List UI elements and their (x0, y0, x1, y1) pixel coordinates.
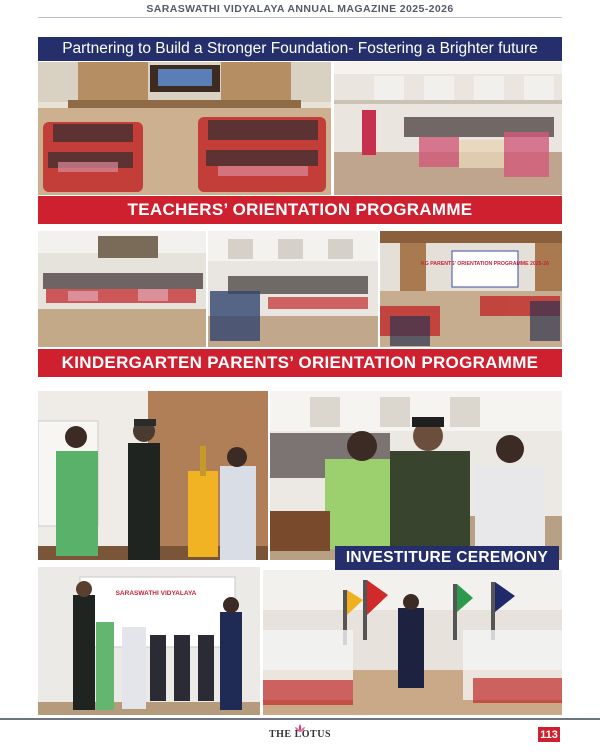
tagline-text: Partnering to Build a Stronger Foundation- Fostering a Brighter future (62, 40, 538, 57)
teachers-auditorium-photo (38, 62, 331, 195)
teachers-orientation-banner (38, 196, 562, 224)
kg-parents-orientation-banner (38, 349, 562, 377)
kg-parents-orientation-title: KINDERGARTEN PARENTS’ ORIENTATION PROGRAMME (61, 353, 539, 372)
investiture-ceremony-banner (335, 546, 559, 570)
tagline-banner (38, 37, 562, 61)
teachers-seated-photo (334, 62, 562, 195)
investiture-salute-photo (38, 567, 260, 715)
school-screen-text: SARASWATHI VIDYALAYA (115, 590, 197, 597)
lotus-icon (294, 720, 306, 729)
publication-name: THE LOTUS (268, 729, 332, 740)
investiture-lamp-lighting-photo (38, 391, 268, 560)
investiture-ceremony-title: INVESTITURE CEREMONY (345, 549, 549, 566)
kg-screen-text: KG PARENTS' ORIENTATION PROGRAMME 2025-26 (420, 261, 550, 267)
investiture-guests-seated-photo (270, 391, 562, 560)
teachers-orientation-title: TEACHERS’ ORIENTATION PROGRAMME (127, 200, 473, 219)
kg-parents-rows-photo (208, 231, 378, 347)
kg-parents-hall-photo (38, 231, 206, 347)
page-number-badge (538, 727, 560, 742)
kg-parents-stage-photo (380, 231, 562, 347)
page-number: 113 (540, 728, 558, 741)
header-divider (38, 17, 562, 18)
magazine-header-title: SARASWATHI VIDYALAYA ANNUAL MAGAZINE 2025-2026 (146, 3, 454, 15)
investiture-march-past-photo (263, 570, 562, 715)
